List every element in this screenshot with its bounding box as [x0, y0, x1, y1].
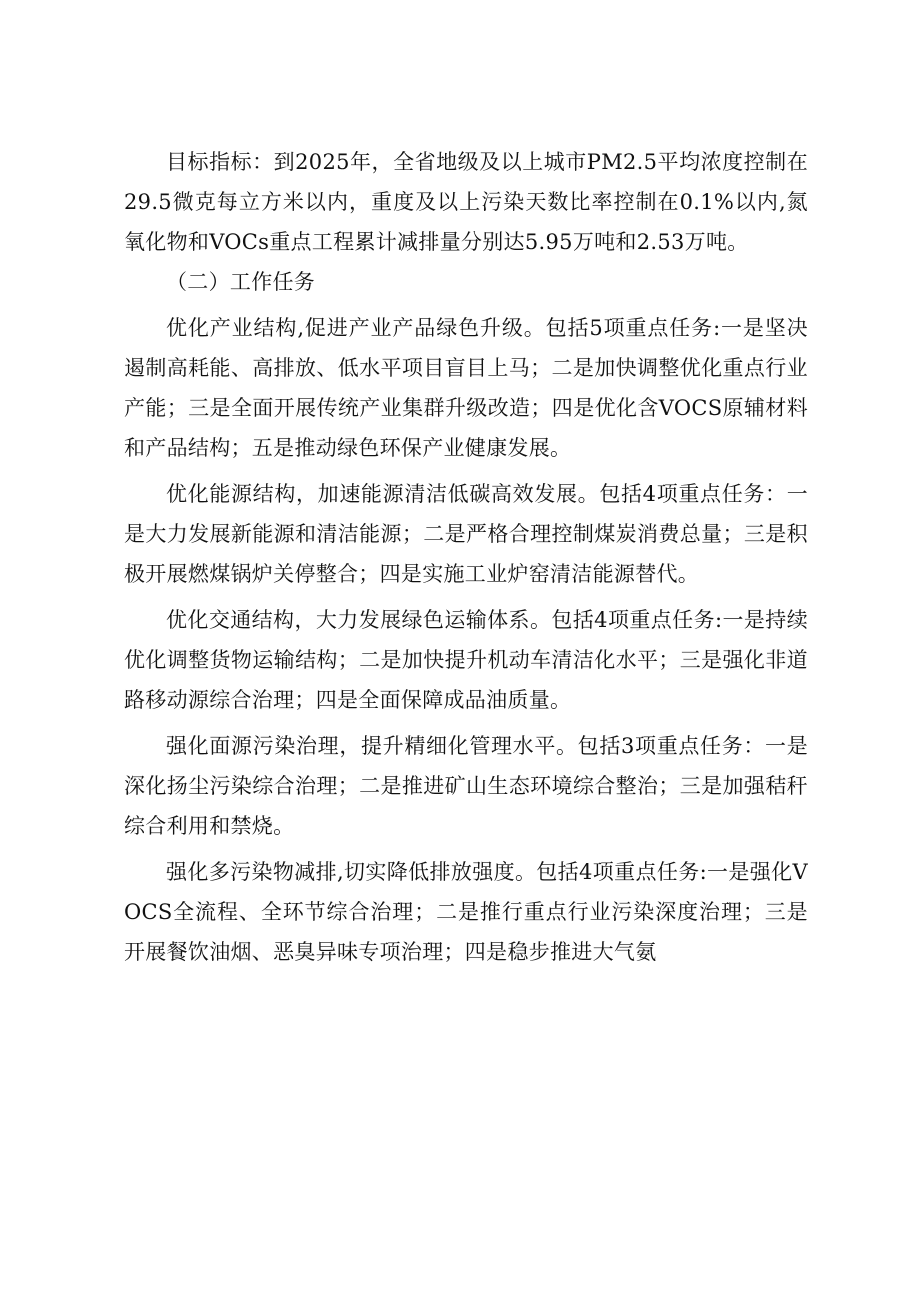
task-paragraph-emission-reduction: 强化多污染物减排,切实降低排放强度。包括4项重点任务:一是强化VOCS全流程、全环节综合治理；二是推行重点行业污染深度治理；三是开展餐饮油烟、恶臭异味专项治理；四是稳步推进大气氨 [124, 860, 808, 964]
section-heading-work-tasks: （二）工作任务 [166, 270, 316, 294]
task-paragraph-transport: 优化交通结构，大力发展绿色运输体系。包括4项重点任务:一是持续优化调整货物运输结构；二是加快提升机动车清洁化水平；三是强化非道路移动源综合治理；四是全面保障成品油质量。 [124, 608, 808, 712]
task-paragraph-industry: 优化产业结构,促进产业产品绿色升级。包括5项重点任务:一是坚决遏制高耗能、高排放、低水平项目盲目上马；二是加快调整优化重点行业产能；三是全面开展传统产业集群升级改造；四是优化含VOCS原辅材料和产品结构；五是推动绿色环保产业健康发展。 [124, 316, 808, 460]
task-paragraph-area-source: 强化面源污染治理，提升精细化管理水平。包括3项重点任务：一是深化扬尘污染综合治理；二是推进矿山生态环境综合整治；三是加强秸秆综合利用和禁烧。 [124, 734, 808, 838]
document-body [124, 142, 808, 972]
task-paragraph-energy: 优化能源结构，加速能源清洁低碳高效发展。包括4项重点任务：一是大力发展新能源和清洁能源；二是严格合理控制煤炭消费总量；三是积极开展燃煤锅炉关停整合；四是实施工业炉窑清洁能源替代。 [124, 482, 808, 586]
target-indicators-paragraph: 目标指标：到2025年，全省地级及以上城市PM2.5平均浓度控制在29.5微克每立方米以内，重度及以上污染天数比率控制在0.1%以内,氮氧化物和VOCs重点工程累计减排量分别达5.95万吨和2.53万吨。 [124, 150, 808, 254]
